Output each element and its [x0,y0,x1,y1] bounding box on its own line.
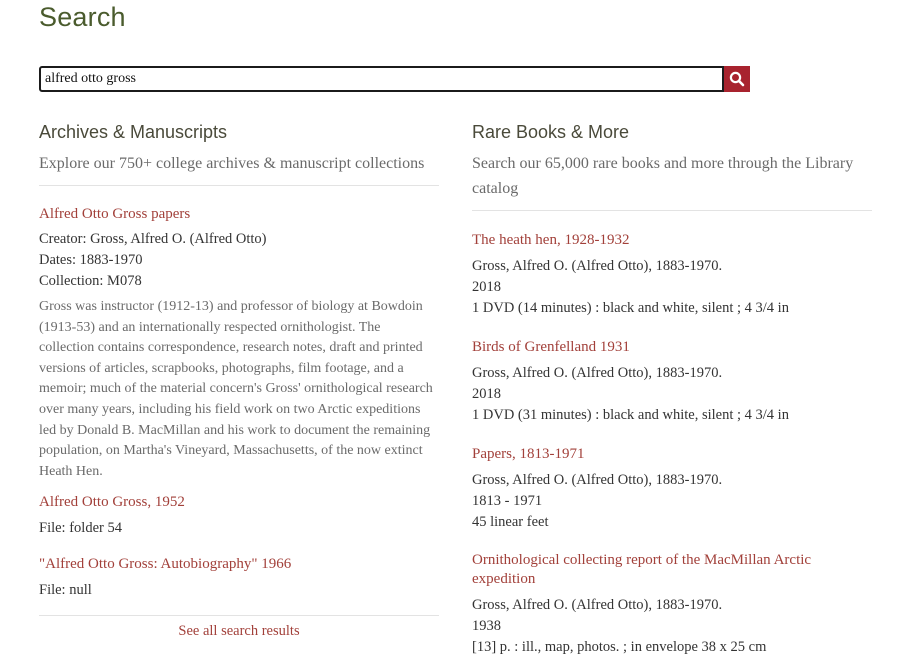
page-title: Search [39,2,126,32]
search-icon [729,71,745,87]
search-input[interactable] [39,66,724,92]
archive-result-meta [39,518,439,539]
archives-footer-divider [39,615,439,616]
rare-book-result-extent: [13] p. : ill., map, photos. ; in envelope 38 x 25 cm [472,639,767,655]
rare-book-result [472,337,872,426]
rare-books-column [472,120,872,658]
rare-book-result-title[interactable]: Birds of Grenfelland 1931 [472,339,630,355]
archive-result-summary: Gross was instructor (1912-13) and professor of biology at Bowdoin (1913-53) and an internationally respected ornithologist. The collection contains correspondence, research notes, draft and printed versions of articles, scrapbooks, photographs, film footage, and a memoir; much of the material concern's Gross' ornithological research over many years, including his field work on two Arctic expeditions led by Donald B. MacMillan and his work to document the remaining population, on Martha's Vineyard, Massachusetts, of the now extinct Heath Hen. [39,299,433,479]
rare-book-result-date: 2018 [472,279,501,295]
archive-result-dates: Dates: 1883-1970 [39,252,143,268]
archive-result-file: File: null [39,582,92,599]
archive-result [39,492,439,539]
rare-book-result [472,444,872,533]
archive-result-meta [39,580,439,601]
rare-book-result-author: Gross, Alfred O. (Alfred Otto), 1883-1970. [472,472,723,488]
search-button[interactable] [724,66,750,92]
rare-book-result-meta [472,595,872,658]
archive-result-title[interactable]: Alfred Otto Gross papers [39,206,191,222]
rare-book-result-meta [472,363,872,426]
archive-result-file: File: folder 54 [39,520,122,537]
rare-book-result-author: Gross, Alfred O. (Alfred Otto), 1883-1970. [472,597,723,613]
rare-book-result-extent: 1 DVD (31 minutes) : black and white, silent ; 4 3/4 in [472,407,789,423]
archive-result-title[interactable]: Alfred Otto Gross, 1952 [39,494,185,511]
rare-book-result-title[interactable]: Papers, 1813-1971 [472,446,585,462]
archive-result-creator: Creator: Gross, Alfred O. (Alfred Otto) [39,231,267,247]
rare-book-result-extent: 1 DVD (14 minutes) : black and white, silent ; 4 3/4 in [472,300,789,316]
search-bar [39,66,750,92]
archives-heading: Archives & Manuscripts [39,122,228,142]
rare-book-result-date: 1813 - 1971 [472,493,543,509]
rare-book-result-meta [472,470,872,533]
archives-column [39,120,439,640]
rare-book-result [472,551,872,658]
rare-book-result-date: 2018 [472,386,501,402]
rare-book-result-extent: 45 linear feet [472,514,549,530]
rare-book-result-title[interactable]: The heath hen, 1928-1932 [472,232,630,248]
archive-result-collection: Collection: M078 [39,273,142,289]
rare-book-result-title[interactable]: Ornithological collecting report of the MacMillan Arctic expedition [472,552,812,587]
rare-books-divider [472,210,872,211]
rare-book-result [472,230,872,319]
rare-books-description: Search our 65,000 rare books and more through the Library catalog [472,155,854,197]
archive-result-title[interactable]: "Alfred Otto Gross: Autobiography" 1966 [39,556,292,573]
archive-result [39,554,439,601]
rare-book-result-author: Gross, Alfred O. (Alfred Otto), 1883-1970. [472,258,723,274]
archives-description: Explore our 750+ college archives & manuscript collections [39,155,425,172]
archives-divider [39,185,439,186]
archive-result [39,204,439,482]
archive-result-meta [39,229,439,292]
rare-book-result-meta [472,256,872,319]
rare-book-result-date: 1938 [472,618,501,634]
see-all-results-link[interactable]: See all search results [178,623,300,640]
rare-books-heading: Rare Books & More [472,122,630,142]
rare-book-result-author: Gross, Alfred O. (Alfred Otto), 1883-1970. [472,365,723,381]
